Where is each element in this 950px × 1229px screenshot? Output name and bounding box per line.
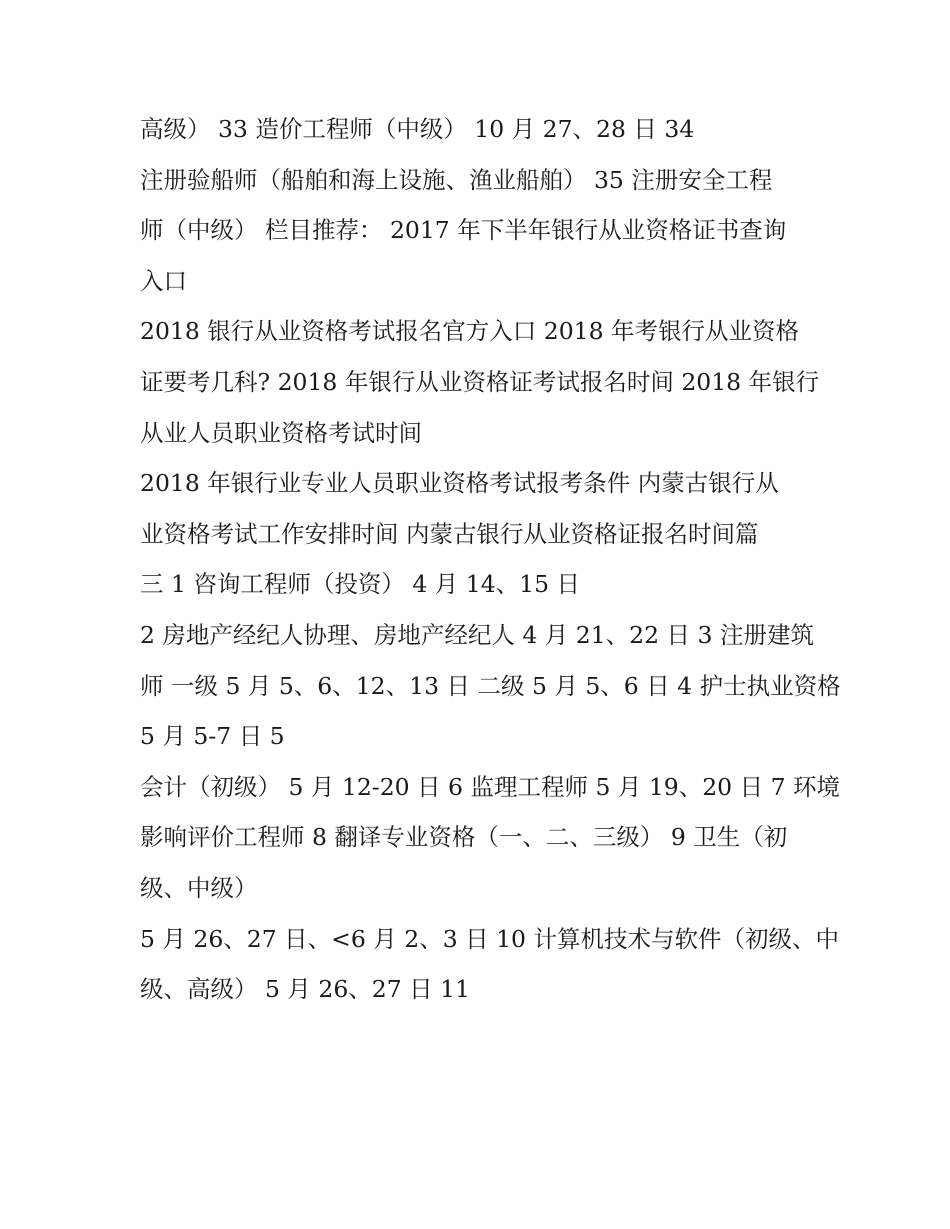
text-line: 2 房地产经纪人协理、房地产经纪人 4 月 21、22 日 3 注册建筑 [140,620,814,649]
text-line: 三 1 咨询工程师（投资） 4 月 14、15 日 [140,570,581,599]
text-line: 注册验船师（船舶和海上设施、渔业船舶） 35 注册安全工程 [140,165,773,194]
text-line: 级、高级） 5 月 26、27 日 11 [140,975,471,1004]
text-line: 入口 [140,266,187,295]
text-line: 高级） 33 造价工程师（中级） 10 月 27、28 日 34 [140,115,695,143]
text-line: 会计（初级） 5 月 12-20 日 6 监理工程师 5 月 19、20 日 7 环境 [140,772,840,801]
document-body [140,104,841,1015]
text-line: 影响评价工程师 8 翻译专业资格（一、二、三级） 9 卫生（初 [140,823,788,852]
text-line: 证要考几科? 2018 年银行从业资格证考试报名时间 2018 年银行 [140,367,820,396]
text-line: 从业人员职业资格考试时间 [140,418,422,447]
text-line: 5 月 5-7 日 5 [140,722,285,751]
text-line: 2018 年银行业专业人员职业资格考试报考条件 内蒙古银行从 [140,469,779,498]
text-line: 级、中级） [140,873,258,902]
text-line: 师 一级 5 月 5、6、12、13 日 二级 5 月 5、6 日 4 护士执业资格 [140,671,841,700]
text-line: 业资格考试工作安排时间 内蒙古银行从业资格证报名时间篇 [140,519,759,548]
text-line: 5 月 26、27 日、<6 月 2、3 日 10 计算机技术与软件（初级、中 [140,924,839,953]
text-line: 师（中级） 栏目推荐： 2017 年下半年银行从业资格证书查询 [140,216,787,245]
text-line: 2018 银行从业资格考试报名官方入口 2018 年考银行从业资格 [140,317,800,346]
